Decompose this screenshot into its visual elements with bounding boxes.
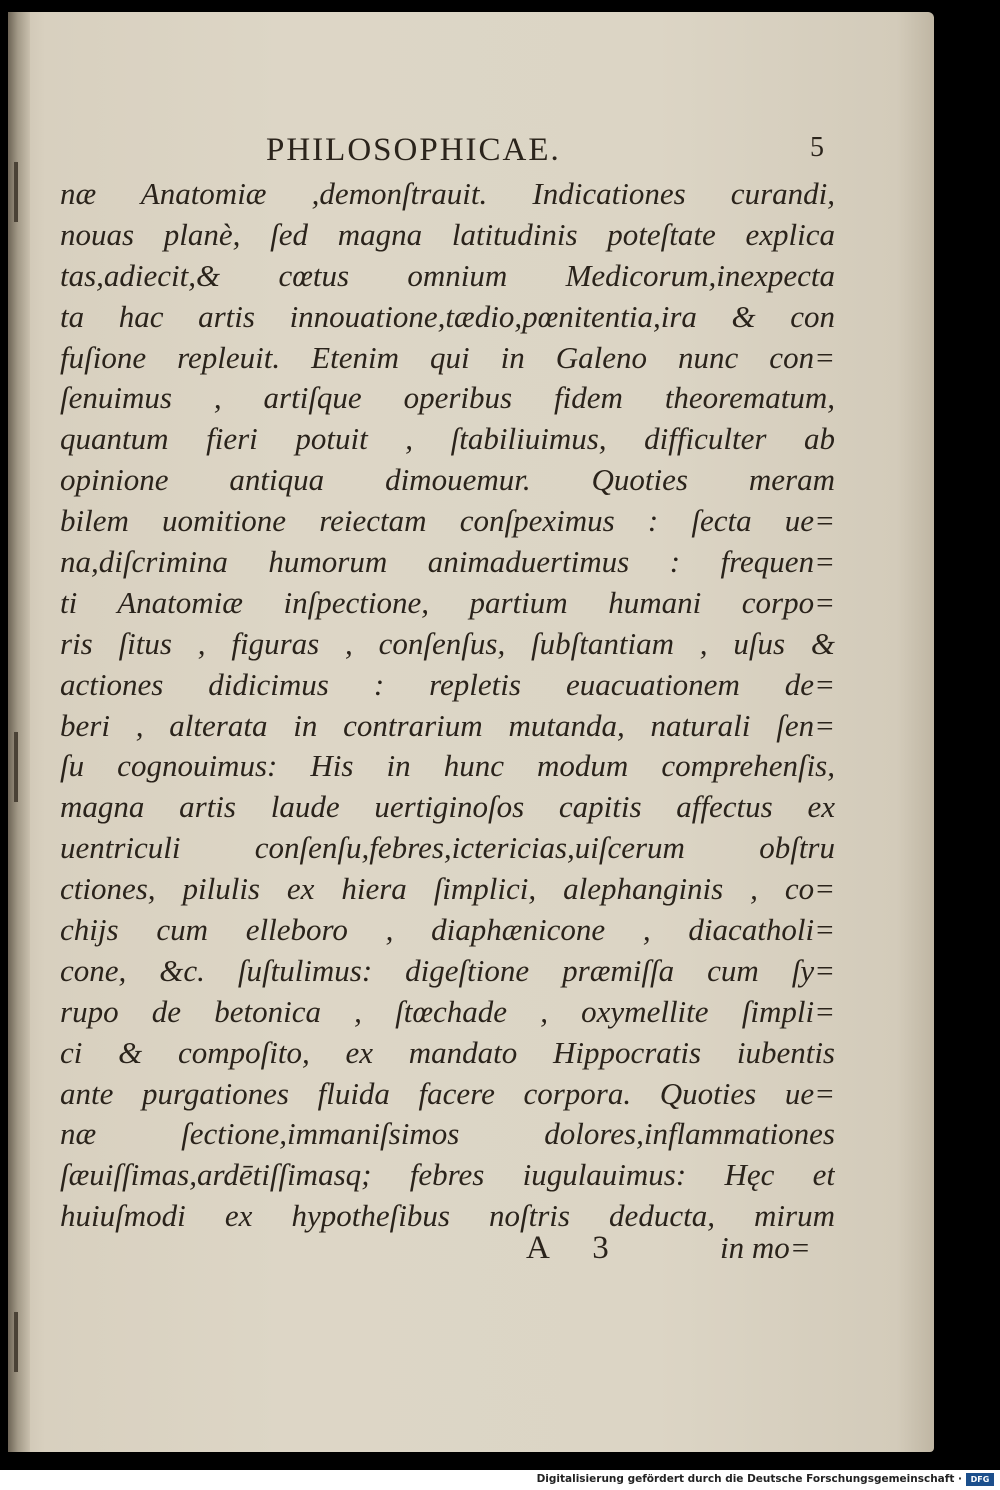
text-line: uentriculi conſenſu,febres,ictericias,uiſcerum obſtru [60,830,835,866]
text-line: rupo de betonica , ſtœchade , oxymellite ſimpli= [60,993,835,1029]
page-number: 5 [810,132,824,163]
text-line: actiones didicimus : repletis euacuationem de= [60,666,835,702]
text-line: ſu cognouimus: His in hunc modum comprehenſis, [60,748,835,784]
text-line: ti Anatomiæ inſpectione, partium humani corpo= [60,584,835,620]
text-line: ris ſitus , figuras , conſenſus, ſubſtantiam , uſus & [60,625,835,661]
text-line: ci & compoſito, ex mandato Hippocratis iubentis [60,1034,835,1070]
text-line: fuſione repleuit. Etenim qui in Galeno nunc con= [60,339,835,375]
text-line: na,diſcrimina humorum animaduertimus : frequen= [60,544,835,580]
page-header [8,132,934,172]
text-line: nouas planè, ſed magna latitudinis poteſtate explica [60,216,835,252]
text-line: ante purgationes fluida facere corpora. Quoties ue= [60,1075,835,1111]
text-line: chijs cum elleboro , diaphænicone , diacatholi= [60,912,835,948]
text-line: magna artis laude uertiginoſos capitis affectus ex [60,789,835,825]
signature-mark: A 3 [526,1230,627,1266]
dfg-logo-icon: DFG [966,1473,994,1486]
text-line: ta hac artis innouatione,tædio,pœnitentia,ira & con [60,298,835,334]
text-line: næ Anatomiæ ,demonſtrauit. Indicationes curandi, [60,176,835,211]
text-line: beri , alterata in contrarium mutanda, naturali ſen= [60,707,835,743]
body-text [60,174,835,1237]
catchword: in mo= [720,1230,811,1265]
text-line: opinione antiqua dimouemur. Quoties meram [60,462,835,498]
text-line: tas,adiecit,& cœtus omnium Medicorum,inexpecta [60,257,835,293]
funding-bar [0,1470,1000,1490]
text-line: ctiones, pilulis ex hiera ſimplici, alephanginis , co= [60,871,835,907]
running-title: PHILOSOPHICAE. [266,132,561,168]
page-footer [8,1230,934,1274]
binding-thread-mark [14,1312,18,1372]
text-line: ſæuiſſimas,ardētiſſimasq; febres iugulauimus: Hęc et [60,1157,835,1193]
binding-thread-mark [14,732,18,802]
text-line: næ ſectione,immaniſsimos dolores,inflammationes [60,1116,835,1152]
book-page [8,12,934,1452]
text-line: cone, &c. ſuſtulimus: digeſtione præmiſſa cum ſy= [60,952,835,988]
text-line: ſenuimus , artiſque operibus fidem theorematum, [60,380,835,416]
text-line: bilem uomitione reiectam conſpeximus : ſecta ue= [60,503,835,539]
funding-notice: Digitalisierung gefördert durch die Deutsche Forschungsgemeinschaft · [536,1473,962,1485]
text-line: quantum fieri potuit , ſtabiliuimus, difficulter ab [60,421,835,457]
text-line: huiuſmodi ex hypotheſibus noſtris deducta, mirum [60,1198,835,1234]
